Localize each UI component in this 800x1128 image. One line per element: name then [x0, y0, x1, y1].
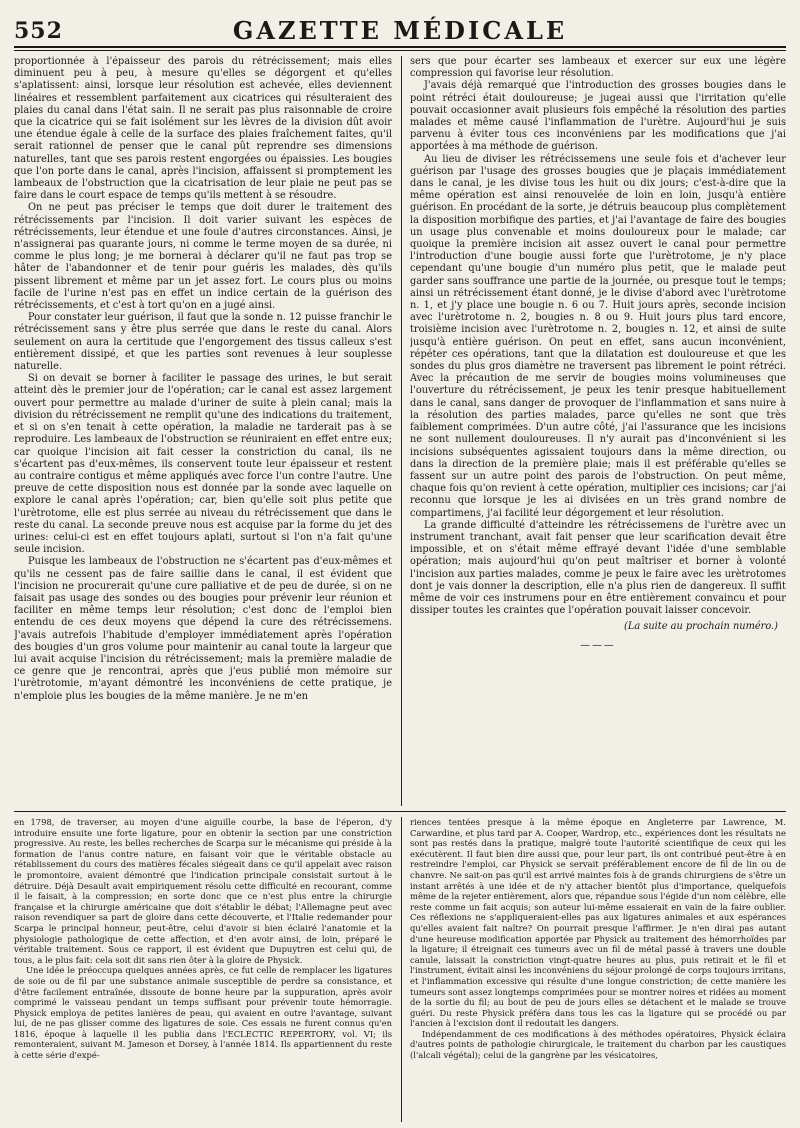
paragraph: Si on devait se borner à faciliter le passage des urines, le but serait atteint dès le premier jour de l'opération; car le canal est assez largement ouvert pour permettre au malade d'uriner de suite à plein canal; mais la division du rétrécissement ne remplit qu'une des indications du traitement, et si on s'en tenait à cette opération, la maladie ne tarderait pas à se reproduire. Les lambeaux de l'obstruction se réuniraient en effet entre eux; car quoique l'incision ait fait cesser la constriction du canal, ils ne s'écartent pas d'eux-mêmes, ils conservent toute leur épaisseur et restent au contraire contigus et même appliqués avec force l'un contre l'autre. Une preuve de cette disposition nous est donnée par la sonde avec laquelle on explore le canal après l'opération; car, bien qu'elle soit plus petite que l'urètrotome, elle est plus serrée au niveau du rétrécissement que dans le reste du canal. La seconde preuve nous est acquise par la forme du jet des urines: celui-ci est en effet toujours aplati, surtout si l'on n'a fait qu'une seule incision.	[14, 373, 392, 556]
main-column-right	[410, 56, 786, 806]
paragraph: On ne peut pas préciser le temps que doit durer le traitement des rétrécissements par l'incision. Il doit varier suivant les espèces de rétrécissements, leur étendue et une foule d'autres circonstances. Ainsi, je n'assignerai pas quarante jours, ni comme le terme moyen de sa durée, ni comme le plus long; je me bornerai à déclarer qu'il ne faut pas trop se hâter de l'abandonner et de tenir pour guéris les malades, dès qu'ils pissent librement et même par un jet assez fort. Le cours plus ou moins facile de l'urine n'est pas en effet un indice certain de la guérison des rétrécissements, et c'est à tort qu'on en a jugé ainsi.	[14, 202, 392, 312]
feuilleton-column-right	[410, 817, 786, 1122]
paragraph: La grande difficulté d'atteindre les rétrécissemens de l'urètre avec un instrument tranchant, avait fait penser que leur scarification devait être impossible, et on s'était même effrayé devant l'idée d'une semblable opération; mais aujourd'hui qu'on peut maîtriser et borner à volonté l'incision aux parties malades, comme je peux le faire avec les urètrotomes dont je vais donner la description, elle n'a plus rien de dangereux. Il suffit même de voir ces instrumens pour en être entièrement convaincu et pour dissiper toutes les craintes que l'opération pouvait laisser concevoir.	[410, 519, 786, 617]
feuilleton-column-divider	[401, 817, 402, 1122]
paragraph: Indépendamment de ces modifications à des méthodes opératoires, Physick éclaira d'autres points de pathologie chirurgicale, le traitement du charbon par les caustiques (l'alcali végétal); celui de la gangrène par les vésicatoires,	[410, 1028, 786, 1061]
paragraph: proportionnée à l'épaisseur des parois du rétrécissement; mais elles diminuent peu à peu, à mesure qu'elles se dégorgent et qu'elles s'aplatissent: ainsi, lorsque leur résolution est achevée, elles deviennent linéaires et ressemblent parfaitement aux cicatrices qui résulteraient des plaies du canal dans l'état sain. Il ne serait pas plus raisonnable de croire que la cicatrice qui se fait isolément sur les lèvres de la division dût avoir une étendue égale à celle de la surface des plaies fraîchement faites, qu'il serait rationnel de penser que le canal pût reprendre ses dimensions naturelles, tant que ses parois restent engorgées ou épaissies. Les bougies que l'on porte dans le canal, après l'incision, affaissent si promptement les lambeaux de l'obstruction que la cicatrisation de leur plaie ne peut pas se faire dans le court espace de temps qu'ils mettent à se résoudre.	[14, 56, 392, 202]
paragraph: Au lieu de diviser les rétrécissemens une seule fois et d'achever leur guérison par l'usage des grosses bougies que je plaçais immédiatement dans le canal, je les divise tous les huit ou dix jours; c'est-à-dire que la même opération est ainsi renouvelée de loin en loin, jusqu'à entière guérison. En procédant de la sorte, je détruis beaucoup plus complètement la disposition morbifique des parties, et j'ai l'avantage de faire des bougies un usage plus convenable et moins douloureux pour le malade; car quoique la première incision ait assez ouvert le canal pour permettre l'introduction d'une bougie aussi forte que l'urètrotome, je n'y place cependant qu'une bougie d'un numéro plus petit, que le malade peut garder sans souffrance une partie de la journée, ou presque tout le temps; ainsi un rétrécissement étant donné, je le divise d'abord avec l'urètrotome n. 1, et j'y place une bougie n. 6 ou 7. Huit jours après, seconde incision avec l'urètrotome n. 2, bougies n. 8 ou 9. Huit jours plus tard encore, troisième incision avec l'urètrotome n. 2, bougies n. 12, et ainsi de suite jusqu'à entière guérison. On peut en effet, sans aucun inconvénient, répéter ces opérations, tant que la dilatation est douloureuse et que les sondes du plus gros diamètre ne traversent pas librement le point rétréci. Avec la précaution de me servir de bougies moins volumineuses que l'ouverture du rétrécissement, je peux les tenir presque habituellement dans le canal, sans danger de provoquer de l'inflammation et sans nuire à la résolution des parties malades, parce qu'elles ne sont que très faiblement comprimées. D'un autre côté, j'ai l'assurance que les incisions ne sont nullement douloureuses. Il n'y aurait pas d'inconvénient si les incisions subséquentes agissaient toujours dans la même direction, ou dans la direction de la première plaie; mais il est préférable qu'elles se fassent sur un autre point des parois de l'obstruction. On peut même, chaque fois qu'on revient à cette opération, multiplier ces incisions; car j'ai reconnu que lorsque je les ai divisées en un très grand nombre de compartimens, j'ai facilité leur dégorgement et leur résolution.	[410, 153, 786, 519]
paragraph: Une idée le préoccupa quelques années après, ce fut celle de remplacer les ligatures de soie ou de fil par une substance animale susceptible de perdre sa consistance, et d'être facilement entraînée, dissoute de bonne heure par la suppuration, après avoir comprimé le vaisseau pendant un temps suffisant pour prévenir toute hémorragie. Physick employa de petites lanières de peau, qui avaient en outre l'avantage, suivant lui, de ne pas glisser comme des ligatures de soie. Ces essais ne furent connus qu'en 1816, époque à laquelle il les publia dans l'ECLECTIC REPERTORY, vol. VI; ils remonteraient, suivant M. Jameson et Dorsey, à l'année 1814. Ils appartiennent du reste à cette série d'expé-	[14, 965, 392, 1061]
page-number: 552	[14, 18, 63, 44]
paragraph: Puisque les lambeaux de l'obstruction ne s'écartent pas d'eux-mêmes et qu'ils ne cessent pas de faire saillie dans le canal, il est évident que l'incision ne procurerait qu'une cure palliative et de peu de durée, si on ne faisait pas usage des sondes ou des bougies pour prévenir leur réunion et faciliter en même temps leur résolution; c'est donc de l'emploi bien entendu de ces deux moyens que dépend la cure des rétrécissemens. J'avais autrefois l'habitude d'employer immédiatement après l'opération des bougies d'un gros volume pour maintenir au canal toute la largeur que lui avait acquise l'incision du rétrécissement; mais la première maladie de ce genre que je rencontrai, après que j'eus publié mon mémoire sur l'urètrotomie, m'ayant démontré les inconvéniens de cette pratique, je n'emploie plus les bougies de la même manière. Je ne m'en	[14, 556, 392, 702]
column-divider	[401, 56, 402, 806]
paragraph: sers que pour écarter ses lambeaux et exercer sur eux une légère compression qui favorise leur résolution.	[410, 56, 786, 80]
header-rule	[14, 46, 786, 51]
main-column-left	[14, 56, 392, 806]
paragraph: riences tentées presque à la même époque en Angleterre par Lawrence, M. Carwardine, et plus tard par A. Cooper, Wardrop, etc., expériences dont les résultats ne sont pas restés dans la pratique, malgré toute l'autorité scientifique de ceux qui les exécutèrent. Il faut bien dire aussi que, pour leur part, ils ont contribué peut-être à en restreindre l'emploi, car Physick se servait préférablement encore de fil de lin ou de chanvre. Ne sait-on pas qu'il est arrivé maintes fois à de grands chirurgiens de s'être un instant arrêtés à une idée et de n'y attacher bientôt plus d'importance, quelquefois même de la rejeter entièrement, alors que, répandue sous l'égide d'un nom célèbre, elle reste comme un fait acquis; son auteur lui-même essaierait en vain de la faire oublier. Ces réflexions ne s'appliqueraient-elles pas aux ligatures animales et aux espérances qu'elles avaient fait naître? On pourrait presque l'affirmer. Je n'en dirai pas autant d'une heureuse modification apportée par Physick au traitement des hémorrhoïdes par la ligature; il étreignait ces tumeurs avec un fil de métal passé à travers une double canule, laissait la constriction vingt-quatre heures au plus, puis retirait et le fil et l'instrument, évitait ainsi les inconvéniens du séjour prolongé de corps toujours irritans, et l'inflammation excessive qui résulte d'une longue constriction; de cette manière les tumeurs sont assez longtemps comprimées pour se montrer noires et ridées au moment de la sortie du fil; au bout de peu de jours elles se détachent et le malade se trouve guéri. Du reste Physick préféra dans tous les cas la ligature qui se procédé ou par l'ancien à l'excision dont il redoutait les dangers.	[410, 817, 786, 1029]
continued-note: (La suite au prochain numéro.)	[624, 621, 778, 633]
end-dash: ———	[580, 639, 616, 651]
paragraph: en 1798, de traverser, au moyen d'une aiguille courbe, la base de l'éperon, d'y introduire ensuite une forte ligature, pour en obtenir la section par une constriction progressive. Au reste, les belles recherches de Scarpa sur le mécanisme qui préside à la formation de l'anus contre nature, en faisant voir que le véritable obstacle au rétablissement du cours des matières fécales siégeait dans ce qu'il appelait avec raison le promontoire, avaient démontré que l'indication principale consistait surtout à le détruire. Déjà Desault avait empiriquement résolu cette difficulté en recourant, comme il le faisait, à la compression; en sorte donc que ce n'est plus entre la chirurgie française et la chirurgie américaine que doit s'établir le débat; l'Allemagne peut avec raison revendiquer sa part de gloire dans cette découverte, et l'Italie redemander pour Scarpa le principal honneur, peut-être, celui d'avoir si bien éclairé l'anatomie et la physiologie pathologique de cette affection, et d'en avoir ainsi, de loin, préparé le véritable traitement. Sous ce rapport, il est évident que Dupuytren est celui qui, de tous, a le plus fait: cela soit dit sans rien ôter à la gloire de Physick.	[14, 817, 392, 965]
feuilleton-column-left	[14, 817, 392, 1122]
paragraph: J'avais déjà remarqué que l'introduction des grosses bougies dans le point rétréci était douloureuse; je jugeai aussi que l'irritation qu'elle pouvait occasionner avait plusieurs fois empêché la résolution des parties malades et même causé l'inflammation de l'urètre. Aujourd'hui je suis parvenu à éviter tous ces inconvéniens par les modifications que j'ai apportées à ma méthode de guérison.	[410, 80, 786, 153]
journal-title: GAZETTE MÉDICALE	[232, 16, 568, 45]
paragraph: Pour constater leur guérison, il faut que la sonde n. 12 puisse franchir le rétrécissement sans y être plus serrée que dans le reste du canal. Alors seulement on aura la certitude que l'engorgement des tissus calleux s'est entièrement dissipé, et que les parties sont revenues à leur souplesse naturelle.	[14, 312, 392, 373]
feuilleton-rule	[14, 811, 786, 812]
